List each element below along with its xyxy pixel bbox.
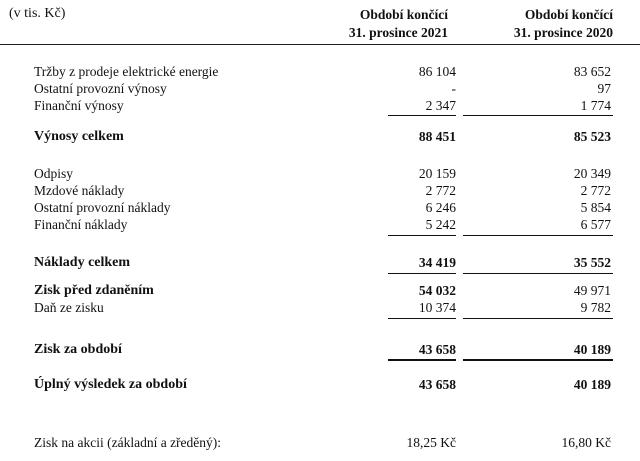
subtotal-rule: [463, 235, 613, 236]
row-depreciation: [0, 166, 640, 183]
value-2021: 6 246: [425, 200, 456, 215]
row-financial-costs: [0, 217, 640, 234]
value-2021: 88 451: [418, 129, 456, 144]
value-2021: 10 374: [418, 300, 456, 315]
value-2020: 85 523: [573, 129, 611, 144]
value-2021: 20 159: [418, 166, 456, 181]
row-label: Zisk před zdaněním: [34, 283, 154, 298]
value-2021: 34 419: [418, 255, 456, 270]
row-financial-income: [0, 98, 640, 115]
row-earnings-per-share: [0, 435, 640, 452]
row-label: Mzdové náklady: [34, 183, 125, 198]
value-2020: 49 971: [573, 283, 611, 298]
row-comprehensive-income: [0, 377, 640, 394]
row-other-operating-costs: [0, 200, 640, 217]
value-2020: 5 854: [580, 200, 611, 215]
value-2021: 54 032: [418, 283, 456, 298]
column-header-2020-line1: Období končící: [524, 7, 613, 22]
row-profit-for-period: [0, 342, 640, 359]
value-2020: 40 189: [573, 342, 611, 357]
value-2021: 5 242: [425, 217, 456, 232]
total-rule: [463, 273, 613, 274]
value-2020: 35 552: [573, 255, 611, 270]
total-rule: [463, 359, 613, 361]
total-rule: [388, 359, 456, 361]
row-label: Úplný výsledek za období: [34, 377, 187, 392]
value-2021: 2 347: [425, 98, 456, 113]
value-2021: 18,25 Kč: [406, 435, 456, 450]
value-2020: 2 772: [580, 183, 611, 198]
value-2021: 43 658: [418, 377, 456, 392]
subtotal-rule: [388, 115, 456, 116]
value-2020: 9 782: [580, 300, 611, 315]
row-label: Zisk za období: [34, 342, 122, 357]
value-2021: 43 658: [418, 342, 456, 357]
subtotal-rule: [388, 235, 456, 236]
row-wage-costs: [0, 183, 640, 200]
row-profit-before-tax: [0, 283, 640, 300]
row-label: Odpisy: [34, 166, 74, 181]
header-divider: [0, 44, 640, 45]
value-2020: 6 577: [580, 217, 611, 232]
value-2020: 40 189: [573, 377, 611, 392]
value-2020: 97: [597, 81, 611, 96]
column-header-2020: [463, 6, 613, 42]
value-2021: 2 772: [425, 183, 456, 198]
column-header-2020-line2: 31. prosince 2020: [513, 25, 613, 40]
row-label: Zisk na akcii (základní a zředěný):: [34, 435, 222, 450]
column-header-2021-line2: 31. prosince 2021: [348, 25, 448, 40]
value-2020: 83 652: [573, 64, 611, 79]
row-label: Tržby z prodeje elektrické energie: [34, 64, 219, 79]
column-header-2021: [298, 6, 448, 42]
value-2021: 86 104: [418, 64, 456, 79]
value-2020: 16,80 Kč: [561, 435, 611, 450]
value-2021: -: [451, 81, 456, 96]
row-total-costs: [0, 255, 640, 272]
column-header-2021-line1: Období končící: [359, 7, 448, 22]
row-label: Výnosy celkem: [34, 129, 124, 144]
unit-label: (v tis. Kč): [9, 6, 66, 21]
row-label: Náklady celkem: [34, 255, 131, 270]
row-other-operating-income: [0, 81, 640, 98]
row-label: Finanční náklady: [34, 217, 128, 232]
subtotal-rule: [388, 318, 456, 319]
subtotal-rule: [463, 318, 613, 319]
value-2020: 20 349: [573, 166, 611, 181]
value-2020: 1 774: [580, 98, 611, 113]
row-income-tax: [0, 300, 640, 317]
row-label: Ostatní provozní náklady: [34, 200, 171, 215]
row-total-revenue: [0, 129, 640, 146]
total-rule: [388, 273, 456, 274]
row-label: Ostatní provozní výnosy: [34, 81, 167, 96]
row-label: Daň ze zisku: [34, 300, 104, 315]
row-label: Finanční výnosy: [34, 98, 124, 113]
row-revenue-electricity: [0, 64, 640, 81]
subtotal-rule: [463, 115, 613, 116]
